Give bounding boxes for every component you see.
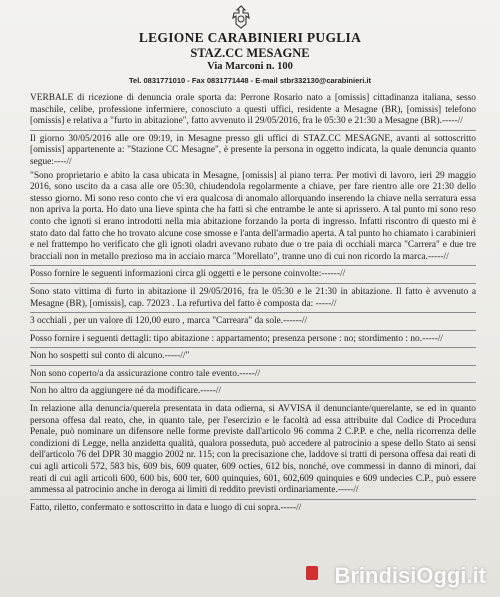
paragraph-home-details: Posso fornire i seguenti dettagli: tipo abitazione : appartamento; presenza persone : no; stordimento : no.-----// <box>30 333 443 344</box>
paragraph-verbale: VERBALE di ricezione di denuncia orale sporta da: Perrone Rosario nato a [omissis] cittadinanza italiana, sesso maschile, celibe, professione infermiere, conosciuto a questi uffici, residente a Mesagne (BR), [omissis] telefono [omissis] e relativa a "furto in abitazione", fatto avvenuto il 29/05/2016, fra le 05:30 e 21:30 a Mesagne (BR).-----// <box>30 93 476 127</box>
paragraph-nothing-to-add: Non ho altro da aggiungere né da modificare.-----// <box>30 386 222 397</box>
separator-line <box>30 400 476 401</box>
paragraph-closing: Fatto, riletto, confermato e sottoscritto in data e luogo di cui sopra.-----// <box>30 502 302 513</box>
separator-line <box>30 312 476 313</box>
paragraph-statement: "Sono proprietario e abito la casa ubicata in Mesagne, [omissis] al piano terra. Per motivi di lavoro, ieri 29 maggio 2016, sono uscito da a casa alle ore 05:30, chiudendola regolarmente a chiave, per fare rientro alle ore 21:30 dello stesso giorno. Mi sono reso conto che vi era qualcosa di anomalo allorquando inserendo la chiave nella serratura essa non apriva la porta. Ho dato una lieve spinta che ha fatti sì che entrambe le ante si aprissero. A tal punto mi sono reso conto che ignoti si erano introdotti nella mia abitazione forzando la porta di ingresso. Infatti riscontro di questo mi è stato dato dal fatto che ho trovato alcune cose smosse e l'anta dell'armadio aperta. A tal punto ho chiamato i carabinieri e nel frattempo ho verificato che gli ignoti oladri avevano rubato due o tre paia di occhiali marca "Carrera" e due tre bracciali non in metallo prezioso ma in acciaio marca "Morellato", tranne uno di cui non ricordo la marca.-----// <box>30 170 476 262</box>
paragraph-no-suspects: Non ho sospetti sul conto di alcuno.-----//" <box>30 351 190 362</box>
separator-line <box>30 265 476 266</box>
carabinieri-crest-icon <box>228 4 254 30</box>
paragraph-theft-details: Sono stato vittima di furto in abitazione il 29/05/2016, fra le 05:30 e le 21:30 in abitazione. Il fatto è avvenuto a Mesagne (BR), [omissis], cap. 72023 . La refurtiva del fatto è composta da: -----// <box>30 286 476 309</box>
separator-line <box>30 130 476 131</box>
watermark-mark <box>306 566 318 580</box>
separator-line <box>30 365 476 366</box>
separator-line <box>30 283 476 284</box>
header-address: Via Marconi n. 100 <box>207 61 293 72</box>
paragraph-stolen-items: 3 occhiali , per un valore di 120,00 euro , marca "Carreara" da sole.------// <box>30 316 308 327</box>
header-title: LEGIONE CARABINIERI PUGLIA <box>138 30 362 45</box>
separator-line <box>30 347 476 348</box>
separator-line <box>30 382 476 383</box>
separator-line <box>30 499 476 500</box>
separator-line <box>30 330 476 331</box>
document-body <box>30 93 476 516</box>
header-station: STAZ.CC MESAGNE <box>190 46 310 60</box>
paragraph-info-intro: Posso fornire le seguenti informazioni circa gli oggetti e le persone coinvolte:------// <box>30 269 346 280</box>
paragraph-intro: Il giorno 30/05/2016 alle ore 09:19, in Mesagne presso gli uffici di STAZ.CC MESAGNE, avanti al sottoscritto [omissis] appartenente a: "Stazione CC Mesagne", è presente la persona in oggetto indicata, la quale denuncia quanto segue:----// <box>30 133 476 167</box>
watermark-logo: BrindisiOggi.it <box>334 563 486 588</box>
header-contacts: Tel. 0831771010 - Fax 0831771448 - E-mail stbr332130@carabinieri.it <box>129 76 371 85</box>
paragraph-no-insurance: Non sono coperto/a da assicurazione contro tale evento.-----// <box>30 368 261 379</box>
paragraph-legal-notice: In relazione alla denuncia/querela presentata in data odierna, si AVVISA il denunciante/querelante, se ed in quanto persona offesa dal reato, che, in quanto tale, per l'esercizio e le facoltà ad essa attribuite dal Codice di Procedura Penale, può nominare un difensore nelle forme previste dall'articolo 96 comma 2 C.P.P. e che, nella ricorrenza delle condizioni di Legge, nella anzidetta qualità, qualora posseduta, può accedere al patrocinio a spese dello Stato ai sensi dell'articolo 76 del DPR 30 maggio 2002 nr. 115; con la precisazione che, laddove si tratti di persona offesa dai reati di cui agli articoli 572, 583 bis, 609 bis, 609 quater, 609 octies, 612 bis, nonché, ove commessi in danno di minori, dai reati di cui agli articoli 600, 600 bis, 600 ter, 600 quinquies, 601, 602,609 quinquies e 609 undecies C.P., può essere ammessa al patrocinio anche in deroga ai limiti di reddito previsti ordinariamente.-----// <box>30 404 476 496</box>
